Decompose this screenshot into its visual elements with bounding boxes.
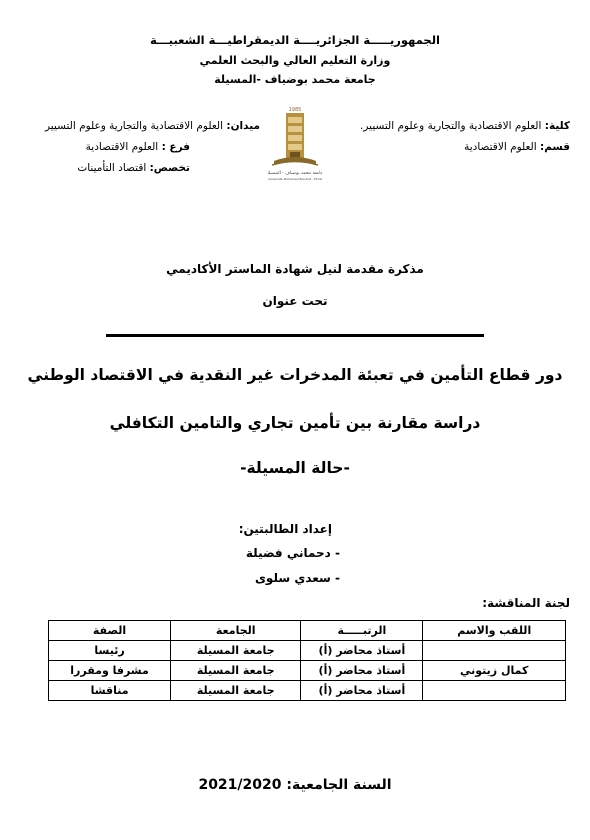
department-label: قسم:	[540, 141, 570, 153]
jury-header-rank: الرتبـــــة	[301, 621, 423, 641]
jury-university: جامعة المسيلة	[171, 681, 301, 701]
academic-year-label: السنة الجامعية:	[286, 777, 392, 793]
thesis-title-line1: دور قطاع التأمين في تعبئة المدخرات غير النقدية في الاقتصاد الوطني	[27, 366, 563, 384]
jury-row	[49, 681, 566, 701]
branch-line	[86, 141, 190, 153]
university-header: جامعة محمد بوضياف -المسيلة	[214, 73, 376, 86]
under-title-label: تحت عنوان	[262, 294, 328, 308]
title-divider	[106, 334, 484, 337]
university-logo-emblem	[268, 103, 322, 183]
jury-header-role: الصفة	[49, 621, 171, 641]
jury-rank: أستاذ محاضر (أ)	[301, 661, 423, 681]
ministry-header: وزارة التعليم العالي والبحث العلمي	[199, 54, 391, 67]
thesis-title-line2: دراسة مقارنة بين تأمين تجاري والتامين التكافلي	[109, 414, 481, 432]
jury-name	[423, 681, 566, 701]
specialty-line	[77, 162, 190, 174]
jury-name: كمال زيتوني	[423, 661, 566, 681]
svg-text:1985: 1985	[288, 107, 302, 113]
specialty-value: اقتصاد التأمينات	[77, 162, 147, 174]
jury-row	[49, 641, 566, 661]
thesis-title-line3: -حالة المسيلة-	[240, 459, 350, 477]
branch-value: العلوم الاقتصادية	[85, 141, 159, 153]
department-line	[464, 141, 570, 153]
branch-label: فرع :	[161, 141, 190, 153]
department-value: العلوم الاقتصادية	[464, 141, 537, 153]
jury-university: جامعة المسيلة	[171, 641, 301, 661]
student-name-1: - دحماني فضيلة	[245, 546, 340, 560]
jury-header-name: اللقب والاسم	[423, 621, 566, 641]
jury-role: رئيسا	[49, 641, 171, 661]
republic-header: الجمهوريـــــة الجزائريــــة الديمقراطيـــة الشعبيـــة	[150, 33, 440, 47]
students-label: إعداد الطالبتين:	[238, 522, 332, 536]
faculty-value: العلوم الاقتصادية والتجارية وعلوم التسيير.	[360, 120, 542, 132]
faculty-line	[360, 120, 570, 132]
specialty-label: تخصص:	[149, 162, 190, 174]
field-value: العلوم الاقتصادية والتجارية وعلوم التسيير	[44, 120, 224, 132]
jury-table	[48, 620, 566, 701]
jury-university: جامعة المسيلة	[171, 661, 301, 681]
jury-header-row	[49, 621, 566, 641]
academic-year-line	[0, 777, 590, 793]
faculty-label: كلية:	[544, 120, 570, 132]
academic-year-value: 2021/2020	[198, 777, 282, 793]
university-logo	[268, 103, 322, 183]
jury-rank: أستاذ محاضر (أ)	[301, 641, 423, 661]
jury-rank: أستاذ محاضر (أ)	[301, 681, 423, 701]
jury-header-university: الجامعة	[171, 621, 301, 641]
memo-purpose: مذكرة مقدمة لنيل شهادة الماستر الأكاديمي	[166, 262, 424, 276]
field-line	[45, 120, 260, 132]
jury-label: لجنة المناقشة:	[482, 596, 570, 610]
svg-text:Université Mohamed Boudiaf - M: Université Mohamed Boudiaf - M'sila	[268, 177, 322, 181]
jury-role: مشرفا ومقررا	[49, 661, 171, 681]
jury-role: مناقشا	[49, 681, 171, 701]
student-name-2: - سعدي سلوى	[254, 571, 340, 585]
svg-text:جامعة محمد بوضياف - المسيلة: جامعة محمد بوضياف - المسيلة	[268, 171, 322, 176]
jury-row	[49, 661, 566, 681]
field-label: ميدان:	[226, 120, 260, 132]
jury-name	[423, 641, 566, 661]
